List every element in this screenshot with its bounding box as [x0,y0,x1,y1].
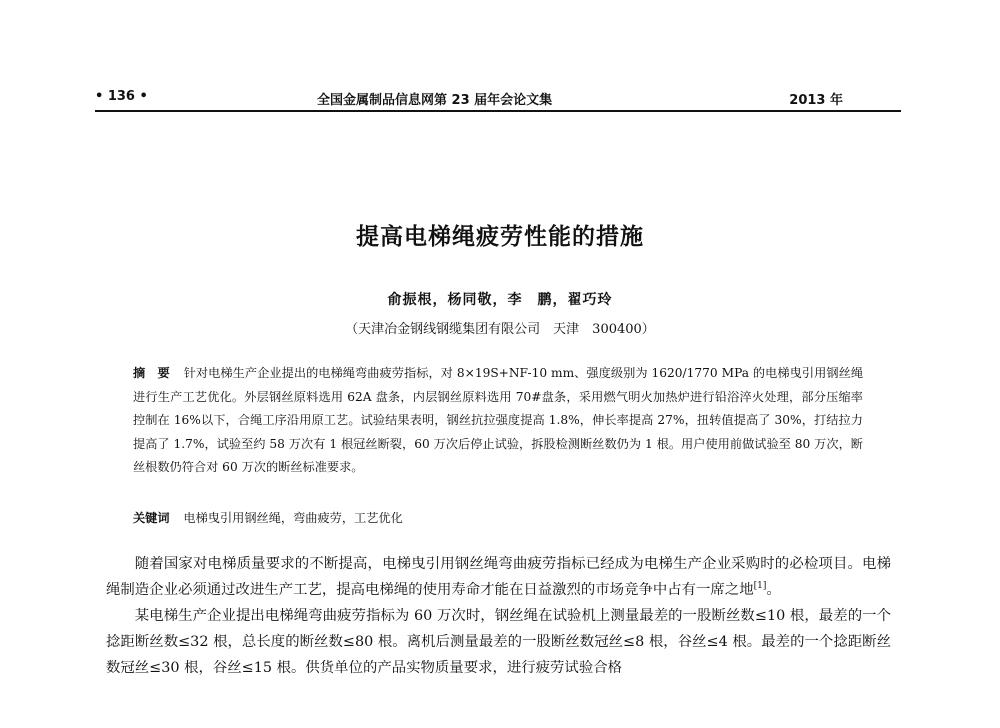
body-text [106,551,891,681]
abstract-text: 针对电梯生产企业提出的电梯绳弯曲疲劳指标，对 8×19S+NF-10 mm、强度级别为 1620/1770 MPa 的电梯曳引用钢丝绳进行生产工艺优化。外层钢丝原料选用 62A 盘条，内层钢丝原料选用 70#盘条，采用燃气明火加热炉进行铅浴淬火处理，部分压缩率控制在 16%以下，合绳工序沿用原工艺。试验结果表明，钢丝抗拉强度提高 1.8%，伸长率提高 27%，扭转值提高了 30%，打结拉力提高了 1.7%，试验至约 58 万次有 1 根冠丝断裂，60 万次后停止试验，拆股检测断丝数仍为 1 根。用户使用前做试验至 80 万次，断丝根数仍符合对 60 万次的断丝标准要求。 [133,366,864,475]
author-affiliation: （天津冶金钢线钢缆集团有限公司 天津 300400） [345,322,655,337]
paragraph-1-end: 。 [766,582,781,598]
keywords [133,507,863,531]
body-paragraph-2: 某电梯生产企业提出电梯绳弯曲疲劳指标为 60 万次时，钢丝绳在试验机上测量最差的一股断丝数≤10 根，最差的一个捻距断丝数≤32 根，总长度的断丝数≤80 根。离机后测量最差的一股断丝数冠丝≤8 根，谷丝≤4 根。最差的一个捻距断丝数冠丝≤30 根，谷丝≤15 根。供货单位的产品实物质量要求，进行疲劳试验合格 [106,608,891,676]
abstract-label: 摘 要 [133,366,170,380]
keywords-label: 关键词 [133,511,170,525]
citation-ref: [1] [753,581,767,592]
keywords-text: 电梯曳引用钢丝绳，弯曲疲劳，工艺优化 [183,511,403,525]
abstract [133,362,863,480]
page-number: • 136 • [95,89,148,104]
article-title: 提高电梯绳疲劳性能的措施 [356,224,644,250]
running-header [95,89,901,109]
paragraph-1-text: 随着国家对电梯质量要求的不断提高，电梯曳引用钢丝绳弯曲疲劳指标已经成为电梯生产企业采购时的必检项目。电梯绳制造企业必须通过改进生产工艺，提高电梯绳的使用寿命才能在日益激烈的市场竞争中占有一席之地 [106,556,891,598]
body-paragraph-1 [106,551,891,603]
proceedings-title: 全国金属制品信息网第 23 届年会论文集 [317,93,553,108]
header-rule [95,110,901,112]
publication-year: 2013 年 [789,93,843,108]
author-list: 俞振根，杨同敬，李 鹏，翟巧玲 [387,292,613,308]
